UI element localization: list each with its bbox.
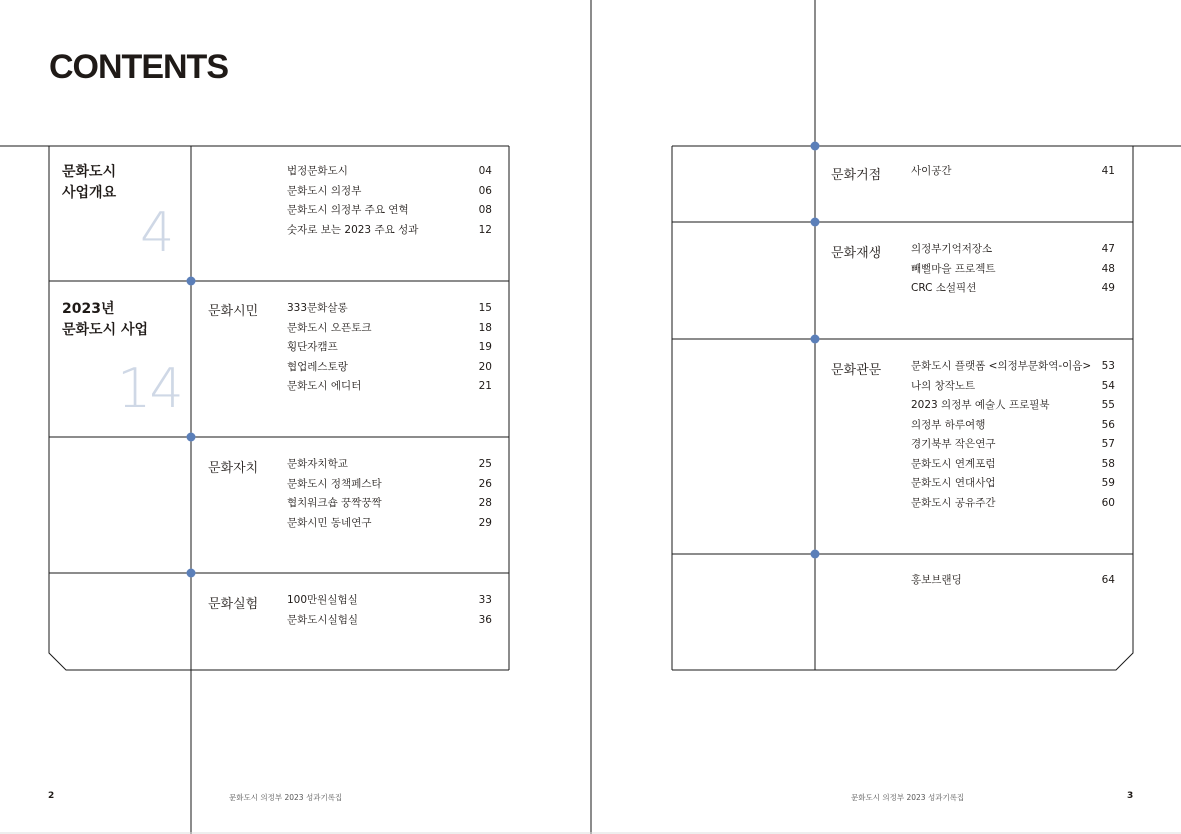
toc-entry-page: 60 xyxy=(1101,496,1115,509)
toc-entry-label: 의정부기억저장소 xyxy=(911,243,993,255)
page-number-left: 2 xyxy=(48,791,55,801)
toc-entry-label: 문화도시 연대사업 xyxy=(911,477,996,489)
toc-entry[interactable] xyxy=(911,279,1115,299)
toc-entry-label: 사이공간 xyxy=(911,165,952,177)
toc-entry-page: 41 xyxy=(1101,165,1115,177)
toc-entry[interactable] xyxy=(911,494,1115,514)
toc-entry-page: 57 xyxy=(1101,438,1115,450)
toc-entry[interactable] xyxy=(911,455,1115,475)
grid-dot xyxy=(811,218,820,227)
category-label: 문화관문 xyxy=(831,363,882,378)
toc-entry-label: 문화도시실험실 xyxy=(287,613,359,626)
category-label: 문화실험 xyxy=(208,597,259,612)
toc-entry-page: 21 xyxy=(478,380,492,392)
toc-list xyxy=(911,357,1115,513)
toc-entry-label: 문화도시 플랫폼 <의정부문화역-이음> xyxy=(911,360,1092,372)
toc-entry-page: 33 xyxy=(478,594,492,606)
section-title-line: 2023년 xyxy=(62,301,115,317)
toc-entry[interactable] xyxy=(287,611,492,631)
grid-dot xyxy=(187,569,196,578)
toc-entry-page: 48 xyxy=(1101,262,1115,275)
page-number-right: 3 xyxy=(1127,791,1134,801)
toc-entry[interactable] xyxy=(287,377,492,397)
toc-entry-page: 36 xyxy=(478,613,492,626)
toc-entry[interactable] xyxy=(911,260,1115,280)
toc-entry-page: 04 xyxy=(478,165,492,177)
category-label: 문화재생 xyxy=(831,246,882,261)
toc-entry[interactable] xyxy=(287,338,492,358)
toc-entry-label: 숫자로 보는 2023 주요 성과 xyxy=(287,223,419,236)
page-title: CONTENTS xyxy=(49,48,228,86)
toc-entry-page: 58 xyxy=(1101,457,1115,470)
toc-entry[interactable] xyxy=(287,591,492,611)
toc-entry[interactable] xyxy=(911,162,1115,182)
toc-entry-page: 19 xyxy=(478,341,492,353)
toc-entry-label: 문화도시 오픈토크 xyxy=(287,321,372,334)
toc-entry-label: 협업레스토랑 xyxy=(287,360,348,373)
category-label: 문화자치 xyxy=(208,461,259,476)
toc-entry-page: 25 xyxy=(478,458,492,470)
toc-entry-label: 빼뻘마을 프로젝트 xyxy=(911,262,996,275)
section-title-line: 문화도시 사업 xyxy=(62,322,149,338)
toc-entry-label: 문화시민 동네연구 xyxy=(287,516,372,529)
toc-entry-label: 333문화살롱 xyxy=(287,302,348,314)
section-page-number: 4 xyxy=(140,201,173,264)
toc-entry[interactable] xyxy=(911,377,1115,397)
toc-entry-page: 59 xyxy=(1101,477,1115,489)
toc-entry[interactable] xyxy=(287,494,492,514)
toc-entry[interactable] xyxy=(287,299,492,319)
grid-dot xyxy=(811,335,820,344)
toc-entry-label: 의정부 하루여행 xyxy=(911,418,986,431)
toc-entry-page: 08 xyxy=(478,204,492,216)
toc-entry-label: 법정문화도시 xyxy=(287,165,348,177)
toc-list xyxy=(287,162,492,240)
toc-entry[interactable] xyxy=(287,319,492,339)
toc-list xyxy=(287,299,492,397)
toc-list xyxy=(911,162,1115,182)
toc-entry[interactable] xyxy=(911,435,1115,455)
section-title-overview xyxy=(62,162,116,204)
section-page-number: 14 xyxy=(117,357,182,420)
toc-entry-label: 100만원실험실 xyxy=(287,594,358,606)
toc-entry-page: 20 xyxy=(478,360,492,373)
toc-entry-page: 53 xyxy=(1101,360,1115,372)
toc-entry-page: 15 xyxy=(478,302,492,314)
toc-entry[interactable] xyxy=(911,240,1115,260)
toc-entry-label: 문화도시 공유주간 xyxy=(911,496,996,509)
toc-entry-label: 협치워크숍 꿍짝꿍짝 xyxy=(287,497,382,509)
toc-entry-label: 2023 의정부 예술人 프로필북 xyxy=(911,399,1050,411)
toc-list xyxy=(911,240,1115,299)
toc-entry-page: 54 xyxy=(1101,379,1115,392)
toc-entry-page: 64 xyxy=(1101,574,1115,586)
section-title-line: 문화도시 xyxy=(62,164,117,180)
section-title-projects xyxy=(62,299,148,341)
toc-entry[interactable] xyxy=(287,221,492,241)
toc-entry-page: 12 xyxy=(478,223,492,236)
toc-entry-label: 홍보브랜딩 xyxy=(911,574,962,586)
toc-entry[interactable] xyxy=(911,416,1115,436)
toc-entry[interactable] xyxy=(287,455,492,475)
grid-dot xyxy=(811,142,820,151)
grid-dot xyxy=(187,277,196,286)
toc-entry-label: 문화도시 의정부 주요 연혁 xyxy=(287,204,409,216)
grid-dot xyxy=(187,433,196,442)
toc-entry[interactable] xyxy=(287,182,492,202)
toc-entry[interactable] xyxy=(911,357,1115,377)
toc-entry-page: 28 xyxy=(478,497,492,509)
toc-list xyxy=(911,571,1115,591)
footer-text-right: 문화도시 의정부 2023 성과기록집 xyxy=(851,793,965,802)
toc-entry[interactable] xyxy=(911,571,1115,591)
toc-entry-label: 문화도시 에디터 xyxy=(287,380,362,392)
toc-entry-label: 문화자치학교 xyxy=(287,458,348,470)
toc-entry-page: 18 xyxy=(478,321,492,334)
toc-entry-label: 횡단자캠프 xyxy=(287,341,338,353)
section-title-line: 사업개요 xyxy=(62,185,117,201)
footer-text-left: 문화도시 의정부 2023 성과기록집 xyxy=(229,793,343,802)
toc-entry[interactable] xyxy=(287,358,492,378)
category-label: 문화시민 xyxy=(208,304,259,319)
toc-entry[interactable] xyxy=(287,514,492,534)
toc-entry-page: 26 xyxy=(478,477,492,490)
category-label: 문화거점 xyxy=(831,168,882,183)
toc-entry[interactable] xyxy=(287,162,492,182)
toc-entry[interactable] xyxy=(287,201,492,221)
toc-entry-page: 47 xyxy=(1101,243,1115,255)
toc-entry[interactable] xyxy=(911,474,1115,494)
toc-entry-label: CRC 소설픽션 xyxy=(911,282,977,294)
toc-entry-page: 49 xyxy=(1101,282,1115,294)
toc-entry-label: 문화도시 정책페스타 xyxy=(287,477,382,490)
toc-entry-page: 56 xyxy=(1101,418,1115,431)
toc-entry-page: 06 xyxy=(478,184,492,197)
toc-entry[interactable] xyxy=(287,475,492,495)
grid-dot xyxy=(811,550,820,559)
toc-list xyxy=(287,455,492,533)
toc-entry-label: 문화도시 의정부 xyxy=(287,184,362,197)
toc-entry-page: 29 xyxy=(478,516,492,529)
toc-entry-label: 경기북부 작은연구 xyxy=(911,438,996,450)
toc-entry-label: 나의 창작노트 xyxy=(911,379,976,392)
toc-entry-page: 55 xyxy=(1101,399,1115,411)
toc-entry[interactable] xyxy=(911,396,1115,416)
toc-entry-label: 문화도시 연계포럼 xyxy=(911,457,996,470)
toc-list xyxy=(287,591,492,630)
